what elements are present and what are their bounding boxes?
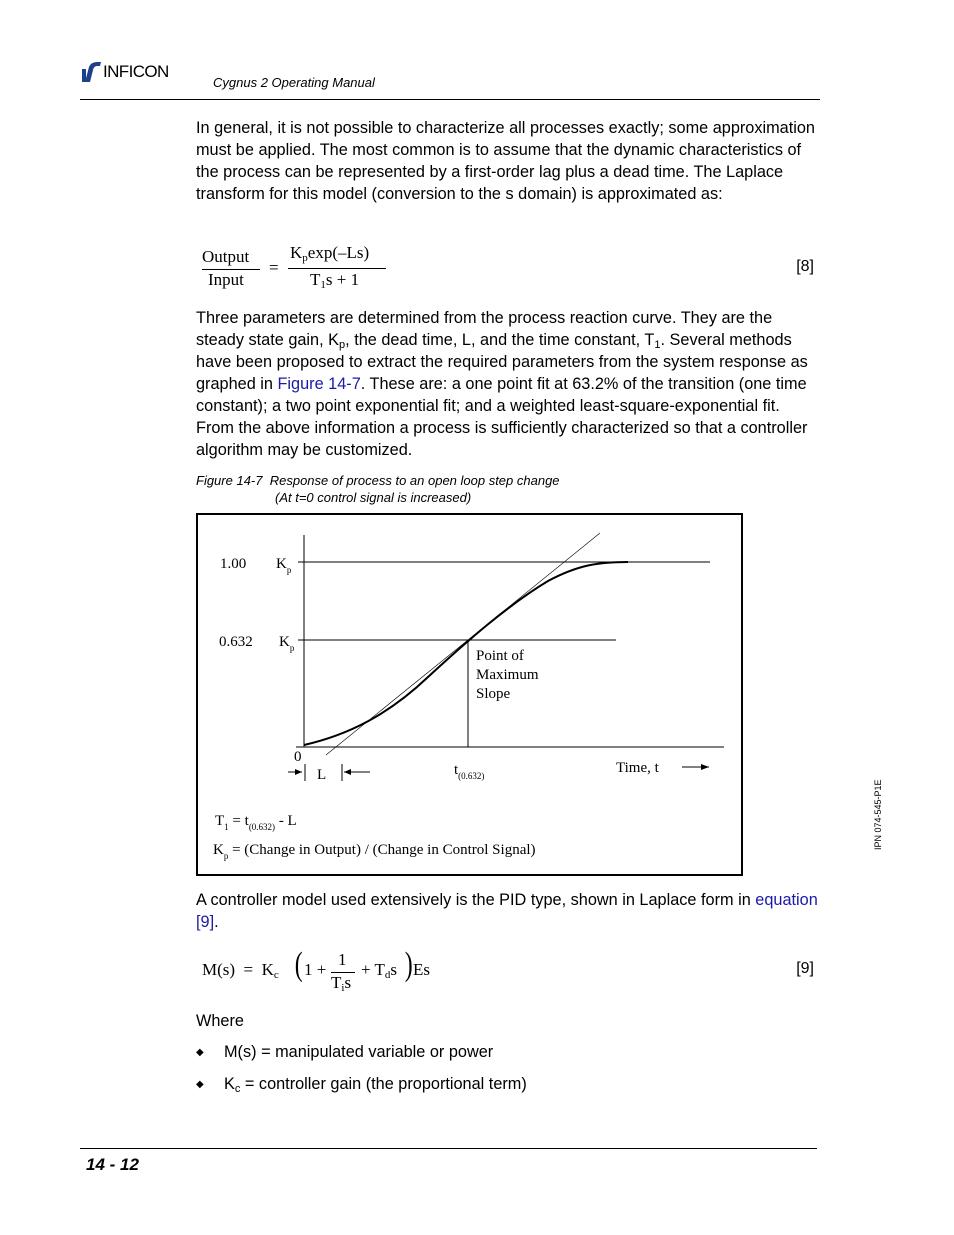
caption-subtext: (At t=0 control signal is increased) <box>275 490 472 505</box>
eq8-equals: = <box>269 258 279 277</box>
eq9-frac-den: $T_is$ <box>331 973 352 994</box>
t632-label: $t_{(0.632)}$ <box>454 762 485 781</box>
formula-t1: $T_1 = t_{(0.632)} - L$ <box>215 813 297 832</box>
y-label-mid: 0.632 <box>219 634 253 650</box>
response-graph <box>198 515 741 874</box>
bullet-list <box>196 1043 796 1107</box>
manual-title: Cygnus 2 Operating Manual <box>213 75 375 90</box>
k-mid: $K_p$ <box>279 634 295 653</box>
page-number: 14 - 12 <box>86 1155 139 1174</box>
caption-label: Figure 14-7 <box>196 473 263 488</box>
pid-paragraph: A controller model used extensively is the PID type, shown in Laplace form in equation [9]. <box>196 891 818 931</box>
figure-14-7-link[interactable]: Figure 14-7 <box>277 375 361 393</box>
where-label: Where <box>196 1012 244 1030</box>
eq9-number: [9] <box>796 960 814 977</box>
equation-9-link[interactable]: equation [9] <box>196 891 818 931</box>
eq8-rhs-num: $K_p\exp(-Ls)$ <box>290 243 370 264</box>
list-item <box>196 1043 796 1075</box>
eq8-rhs-den: $T_1s + 1$ <box>310 270 360 291</box>
figure-box <box>196 513 743 876</box>
eq9-left-paren: ( <box>294 946 303 983</box>
diamond-bullet-icon: ◆ <box>196 1047 204 1058</box>
eq9-td: + $T_ds$ <box>361 960 398 981</box>
eq9-right-paren: ) <box>404 946 413 983</box>
inficon-logo-icon <box>82 61 102 83</box>
footer-rule <box>80 1148 817 1149</box>
equation-9 <box>196 948 818 998</box>
eq9-frac-num: 1 <box>338 950 347 969</box>
inficon-logo <box>82 60 169 84</box>
point-label-1: Point of <box>476 648 524 664</box>
eq8-lhs-den: Input <box>208 270 244 289</box>
eq9-lhs: $M(s) = K_c$ <box>202 960 279 981</box>
intro-paragraph: In general, it is not possible to characterize all processes exactly; some approximation must be applied. The most common is to assume that the dynamic characteristics of the process can be represented by a first-order lag plus a dead time. The Laplace transform for this model (conversion to the s domain) is approximated as: <box>196 119 815 203</box>
equation-8 <box>196 242 818 292</box>
caption-text: Response of process to an open loop step change <box>269 473 560 488</box>
diamond-bullet-icon: ◆ <box>196 1079 204 1090</box>
k-top: $K_p$ <box>276 556 292 575</box>
point-label-2: Maximum <box>476 667 539 683</box>
time-axis-label: Time, t <box>616 760 659 776</box>
parameters-paragraph: Three parameters are determined from the process reaction curve. They are the steady state gain, $K_p$, the dead time, L, and the time constant, $T_1$. Several methods have been proposed to extract the required parameters from the system response as graphed in Figure 14-7. These are: a one point fit at 63.2% of the transition (one time constant); a two point exponential fit; and a weighted least-square-exponential fit. From the above information a process is sufficiently characterized so that a controller algorithm may be customized. <box>196 309 808 459</box>
dead-time-label: L <box>317 767 327 783</box>
y-label-top: 1.00 <box>220 556 247 572</box>
eq8-number: [8] <box>796 258 814 275</box>
side-ipn: IPN 074-545-P1E <box>873 779 883 850</box>
bullet-text: $K_c$ = controller gain (the proportional term) <box>224 1075 527 1095</box>
list-item <box>196 1075 796 1107</box>
eq8-rhs-bar <box>288 268 386 269</box>
eq8-lhs-num: Output <box>202 247 250 266</box>
eq9-one-plus: 1 + <box>304 960 327 979</box>
figure-caption <box>196 471 560 490</box>
point-label-3: Slope <box>476 686 511 702</box>
header-rule <box>80 99 820 100</box>
response-curve <box>304 562 628 745</box>
bullet-text: M(s) = manipulated variable or power <box>224 1043 494 1061</box>
eq9-es: Es <box>413 960 430 979</box>
zero-label: 0 <box>294 749 302 765</box>
formula-kp: $K_p$ = (Change in Output) / (Change in Control Signal) <box>213 842 536 861</box>
logo-text: INFICON <box>103 62 169 81</box>
